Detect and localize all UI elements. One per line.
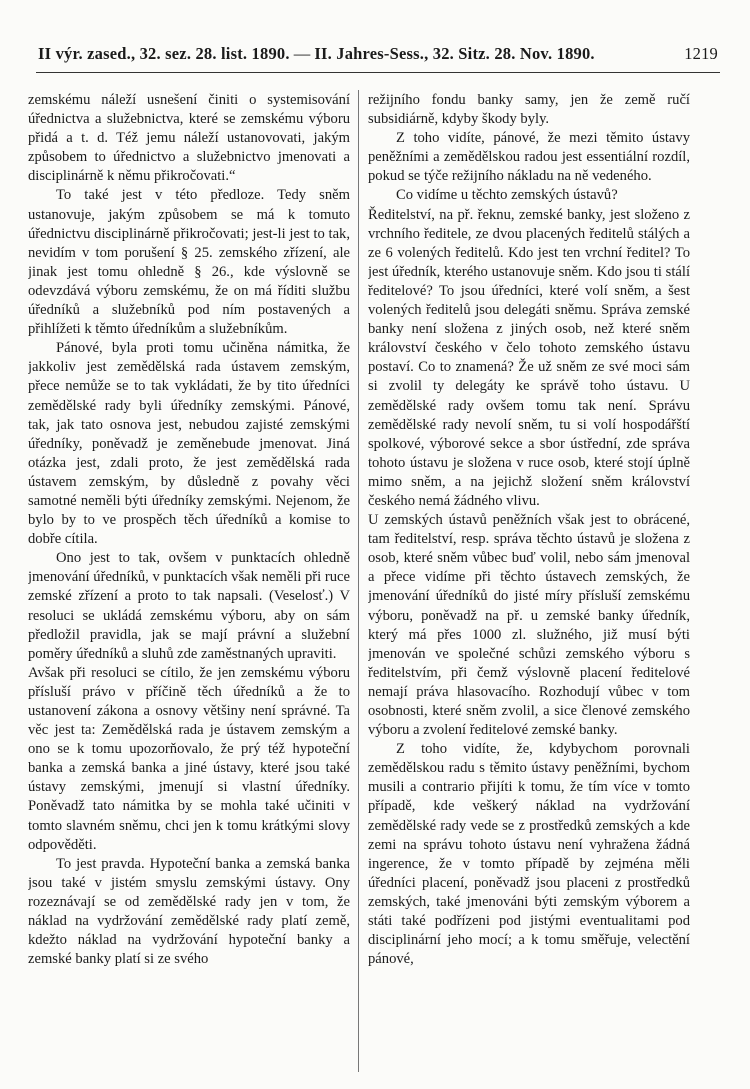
header-czech xyxy=(38,44,595,64)
paragraph: zemskému náleží usnešení činiti o systemisování úřednictva a služebnictva, které se zemskému výboru přidá a t. d. Též jemu náleží ustanovovati, jakým způsobem to úřednictvo a služebnictvo jmenovati a disciplinárně k němu přikročovati.“ xyxy=(28,92,350,185)
paragraph: U zemských ústavů peněžních však jest to obrácené, tam ředitelství, resp. správa těchto ústavů je složena z osob, které sněm vůbec buď volil, nebo sám jmenoval a přece vidíme při těchto ústavech zemských, že jmenování úředníků do jisté míry přísluší zemskému výboru, poněvadž na př. u zemské banky úředník, který má přes 1000 zl. služného, již musí býti jmenován ve společné schůzi zemského výboru s ředitelstvím, při čemž výslovně placení ředitelové nemají práva hlasovacího. Rozhodují vůbec v tom osobnosti, které sněm zvolil, a sice členové zemského výboru a zvolení ředitelové zemské banky. xyxy=(368,512,690,739)
page-number: 1219 xyxy=(684,44,718,63)
paragraph: Ředitelství, na př. řeknu, zemské banky, jest složeno z vrchního ředitele, ze dvou placených ředitelů stálých a ze 6 volených ředitelů. Kdo jest ten vrchní ředitel? To jest úředník, kterého ustanovuje sněm. Kdo jsou ti stálí ředitelové? To jsou úředníci, které volí sněm, a šest volených ředitelů jsou delegáti sněmu. Správa zemské banky není složena z jiných osob, než které sněm království českého v čelo tohoto zemského ústavu postaví. Co to znamená? Že už sněm ze své moci sám si zvolil ty delegáty ke správě toho ústavu. U zemědělské rady ovšem tomu tak není. Správu zemědělské rady nevolí sněm, tu si volí hospodářští spolkové, výborové sekce a sbor ústřední, zde správa tohoto ústavu je složena v ruce osob, které stojí úplně mimo sněm, a na jejichž složení sněm království českého nemá žádného vlivu. xyxy=(368,206,690,509)
paragraph: Co vidíme u těchto zemských ústavů? xyxy=(396,187,618,204)
right-column xyxy=(368,91,690,1076)
paragraph: Avšak při resoluci se cítilo, že jen zemskému výboru přísluší právo v příčině těch úředníků a že to ustanovení zákona a osnovy většiny není správné. Ta věc jest ta: Zemědělská rada je ústavem zemským a ono se k tomu upozorňovalo, že prý též hypoteční banka a zemská banka a jiné ústavy, které jsou také ústavy zemskými, jmenují si vlastní úředníky. Poněvadž tato námitka by se mohla také učiniti v tomto slavném sněmu, chci jen k tomu krátkými slovy odpověděti. xyxy=(28,664,350,853)
paragraph: Ono jest to tak, ovšem v punktacích ohledně jmenování úředníků, v punktacích však neměli při ruce zemské zřízení a proto to tak napsali. (Veselosť.) V resoluci se ukládá zemskému výboru, aby on sám předložil pravidla, jak se mají právní a služební poměry úředníků a sluhů zde zaměstnaných upraviti. xyxy=(28,550,350,662)
column-divider xyxy=(358,90,359,1072)
paragraph: To jest pravda. Hypoteční banka a zemská banka jsou také v jistém smyslu zemskými ústavy. Ony rozeznávají se od zemědělské rady jen v tom, že náklad na vydržování zemědělské rady platí země, kdežto náklad na vydržování hypoteční banky a zemské banky platí si ze svého xyxy=(28,855,350,968)
paragraph: Pánové, byla proti tomu učiněna námitka, že jakkoliv jest zemědělská rada ústavem zemským, přece nemůže se to tak vykládati, že by tito úředníci zemědělské rady byli úředníky zemskými. Pánové, tak, jak tato osnova jest, nebudou zajisté zemskými úředníky, poněvadž je zeměnebude jmenovat. Jiná otázka jest, zdali proto, že jest zemědělská rada ústavem zemským, by důsledně z povahy věci samotné neměli býti úředníky zemskými. Nejenom, že bylo by to ve prospěch těch úředníků a komise to dobře cítila. xyxy=(28,340,350,548)
running-header xyxy=(38,44,718,64)
header-czech-text: II výr. zased., 32. sez. 28. list. 1890. xyxy=(38,44,290,63)
paragraph: Z toho vidíte, pánové, že mezi těmito ústavy peněžními a zemědělskou radou jest essentiální rozdíl, pokud se týče režijního nákladu na ně vedeného. xyxy=(368,130,690,185)
header-rule xyxy=(36,72,720,73)
paragraph: režijního fondu banky samy, jen že země ručí subsidiárně, kdyby škody byly. xyxy=(368,92,690,128)
header-german-text: II. Jahres-Sess., 32. Sitz. 28. Nov. 1890. xyxy=(314,44,595,63)
paragraph: To také jest v této předloze. Tedy sněm ustanovuje, jakým způsobem se má k tomuto úřednictvu disciplinárně přikročovati; jest-li jest to tak, nevidím v tom porušení § 25. zemského zřízení, ale jinak jest tomu ohledně § 26., kde výslovně se odevzdává výboru zemskému, že on má říditi službu úředníků a služebníků pod ním postavených a přihlížeti k těmto úředníkům a služebníkům. xyxy=(28,187,350,338)
paragraph: Z toho vidíte, že, kdybychom porovnali zemědělskou radu s těmito ústavy peněžními, bychom musili a contrario přijíti k tomu, že tím více v tomto případě, kde veškerý náklad na vydržování zemědělské rady vede se z prostředků zemských a kde zemi na správu tohoto ústavu není vyhražena žádná ingerence, že v tomto případě by zejména měli úředníci placení, poněvadž jsou placeni z prostředků zemských, také jmenováni býti zemským výborem a státi také podřízeni pod jistými eventualitami pod disciplinární jeho mocí; a k tomu směřuje, velectění pánové, xyxy=(368,741,690,968)
header-dash: — xyxy=(293,44,311,63)
left-column xyxy=(28,91,350,1076)
